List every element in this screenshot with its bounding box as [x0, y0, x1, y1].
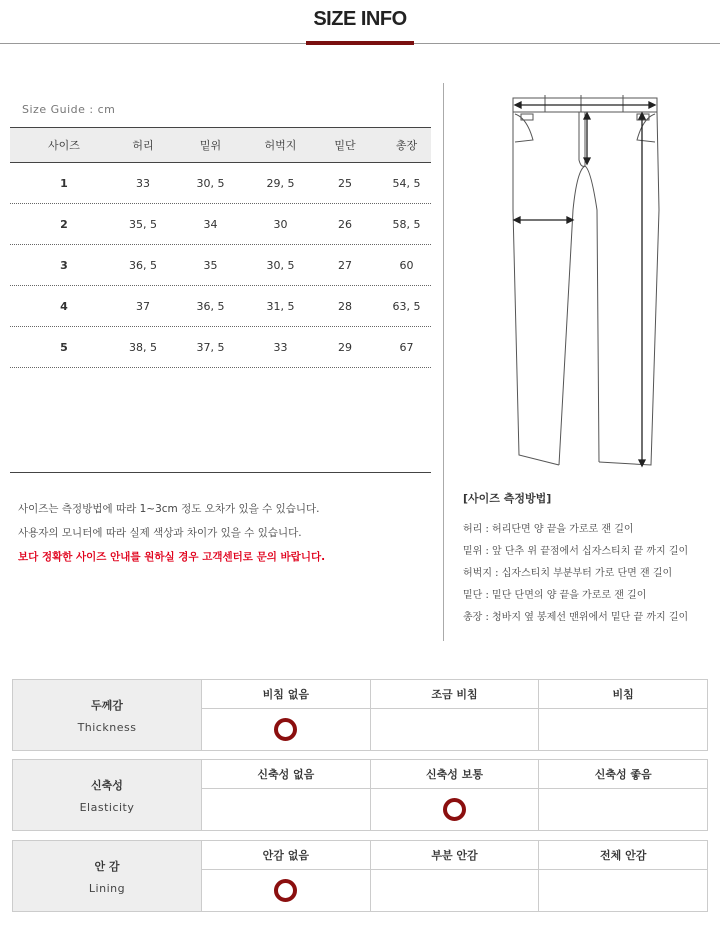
header-accent-bar — [306, 41, 414, 45]
measurement-length: 총장 : 청바지 옆 봉제선 맨위에서 밑단 끝 까지 길이 — [463, 612, 689, 623]
fabric-row-thickness — [12, 679, 708, 751]
rise-cell: 36, 5 — [196, 299, 225, 313]
fabric-label-ko: 안 감 — [94, 859, 120, 873]
fabric-option-mark — [202, 709, 370, 750]
col-header-hem: 밑단 — [334, 139, 356, 152]
hem-cell: 28 — [338, 299, 352, 313]
fabric-option-label: 신축성 없음 — [202, 760, 370, 789]
measurement-thigh: 허벅지 : 십자스티치 부분부터 가로 단면 잰 길이 — [463, 568, 673, 579]
size-cell: 4 — [60, 299, 68, 313]
selected-ring-icon — [274, 718, 297, 741]
col-header-size: 사이즈 — [48, 139, 80, 152]
waist-cell: 38, 5 — [129, 340, 157, 354]
size-cell: 5 — [60, 340, 68, 354]
fabric-option-col — [539, 680, 707, 750]
table-row — [10, 204, 431, 245]
length-cell: 67 — [399, 340, 414, 354]
table-bottom-rule — [10, 472, 431, 473]
waist-cell: 36, 5 — [129, 258, 157, 272]
fabric-options — [202, 680, 707, 750]
note-tolerance: 사이즈는 측정방법에 따라 1~3cm 정도 오차가 있을 수 있습니다. — [18, 503, 320, 515]
fabric-option-label: 안감 없음 — [202, 841, 370, 870]
fabric-option-label: 비침 없음 — [202, 680, 370, 709]
thigh-cell: 30, 5 — [266, 258, 295, 272]
rise-cell: 37, 5 — [196, 340, 225, 354]
measurement-rise: 밑위 : 앞 단추 위 끝점에서 십자스티치 끝 까지 길이 — [463, 546, 689, 557]
waist-cell: 37 — [136, 299, 150, 313]
fabric-option-mark — [202, 870, 370, 911]
measurement-waist: 허리 : 허리단면 양 끝을 가로로 잰 길이 — [463, 524, 634, 535]
length-cell: 54, 5 — [392, 176, 421, 190]
vertical-divider — [443, 83, 444, 641]
fabric-options — [202, 841, 707, 911]
fabric-option-mark — [539, 870, 707, 911]
size-guide-label: Size Guide : cm — [22, 103, 116, 116]
length-cell: 60 — [399, 258, 414, 272]
fabric-option-col — [202, 841, 371, 911]
fabric-option-label: 신축성 보통 — [371, 760, 539, 789]
selected-ring-icon — [274, 879, 297, 902]
note-monitor: 사용자의 모니터에 따라 실제 색상과 차이가 있을 수 있습니다. — [18, 527, 302, 539]
fabric-option-mark — [539, 709, 707, 750]
fabric-option-label: 부분 안감 — [371, 841, 539, 870]
measurement-title: [사이즈 측정방법] — [463, 492, 552, 505]
pants-diagram-icon — [505, 90, 665, 472]
thigh-cell: 30 — [273, 217, 288, 231]
rise-cell: 34 — [203, 217, 218, 231]
fabric-option-label: 신축성 좋음 — [539, 760, 707, 789]
hem-cell: 25 — [338, 176, 352, 190]
fabric-label — [13, 680, 202, 750]
table-row — [10, 327, 431, 368]
fabric-row-elasticity — [12, 759, 708, 831]
size-table — [10, 127, 431, 368]
table-row — [10, 163, 431, 204]
fabric-label-ko: 신축성 — [91, 778, 123, 792]
measurement-hem: 밑단 : 밑단 단면의 양 끝을 가로로 잰 길이 — [463, 590, 647, 601]
hem-cell: 26 — [338, 217, 352, 231]
hem-cell: 27 — [338, 258, 352, 272]
fabric-option-mark — [202, 789, 370, 830]
fabric-option-col — [539, 841, 707, 911]
thigh-cell: 29, 5 — [266, 176, 295, 190]
fabric-option-label: 조금 비침 — [371, 680, 539, 709]
waist-cell: 35, 5 — [129, 217, 157, 231]
fabric-option-mark — [371, 789, 539, 830]
selected-ring-icon — [443, 798, 466, 821]
size-cell: 1 — [60, 176, 68, 190]
fabric-label-en: Elasticity — [79, 800, 135, 814]
fabric-row-lining — [12, 840, 708, 912]
fabric-option-col — [371, 680, 540, 750]
fabric-option-label: 비침 — [539, 680, 707, 709]
fabric-label — [13, 760, 202, 830]
fabric-option-mark — [539, 789, 707, 830]
col-header-length: 총장 — [395, 139, 418, 152]
fabric-option-col — [371, 760, 540, 830]
col-header-rise: 밑위 — [199, 139, 222, 152]
size-table-header — [10, 127, 431, 163]
fabric-label-en: Lining — [88, 881, 126, 895]
fabric-option-col — [202, 680, 371, 750]
table-row — [10, 245, 431, 286]
fabric-option-mark — [371, 709, 539, 750]
length-cell: 63, 5 — [392, 299, 421, 313]
col-header-waist: 허리 — [132, 139, 154, 152]
fabric-option-mark — [371, 870, 539, 911]
col-header-thigh: 허벅지 — [264, 139, 297, 152]
fabric-option-col — [371, 841, 540, 911]
waist-cell: 33 — [136, 176, 150, 190]
rise-cell: 30, 5 — [196, 176, 225, 190]
fabric-label-ko: 두께감 — [91, 698, 123, 712]
size-cell: 3 — [60, 258, 68, 272]
fabric-option-col — [202, 760, 371, 830]
hem-cell: 29 — [338, 340, 352, 354]
fabric-option-label: 전체 안감 — [539, 841, 707, 870]
fabric-options — [202, 760, 707, 830]
thigh-cell: 33 — [273, 340, 288, 354]
page-title: SIZE INFO — [313, 8, 407, 30]
length-cell: 58, 5 — [392, 217, 421, 231]
size-cell: 2 — [60, 217, 68, 231]
fabric-option-col — [539, 760, 707, 830]
fabric-label — [13, 841, 202, 911]
note-contact: 보다 정확한 사이즈 안내를 원하실 경우 고객센터로 문의 바랍니다. — [18, 551, 326, 563]
fabric-label-en: Thickness — [77, 720, 137, 734]
table-row — [10, 286, 431, 327]
thigh-cell: 31, 5 — [266, 299, 295, 313]
rise-cell: 35 — [203, 258, 218, 272]
